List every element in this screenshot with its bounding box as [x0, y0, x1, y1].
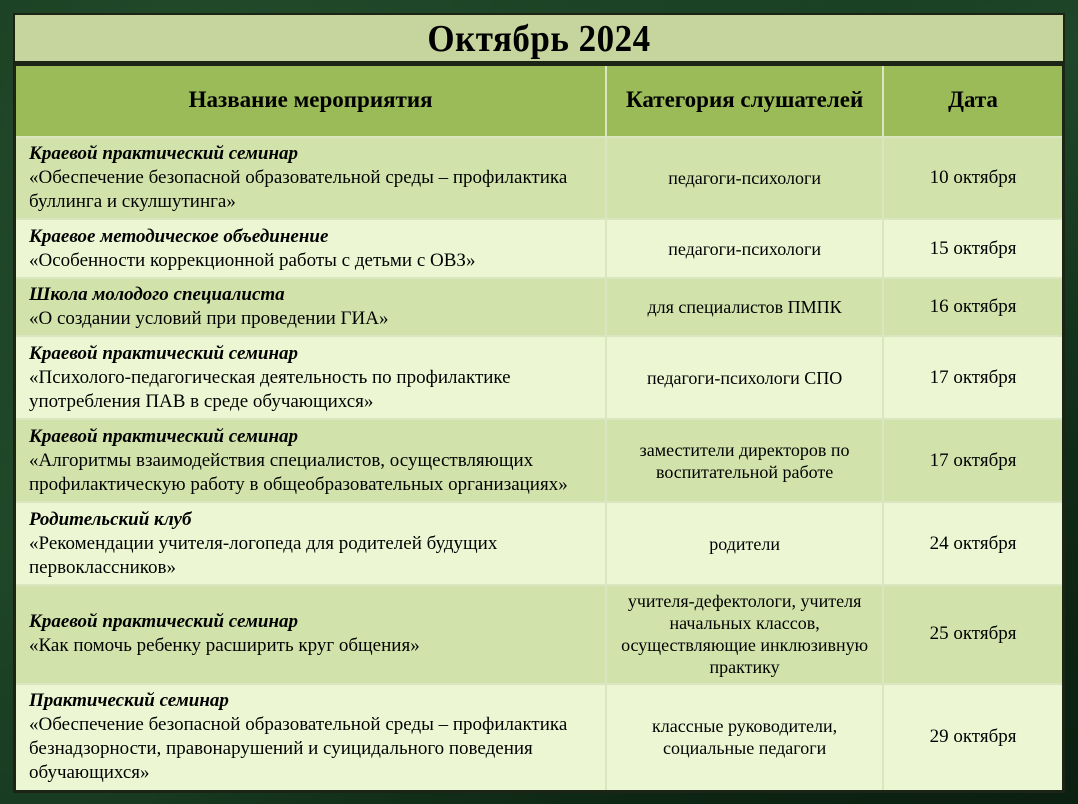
event-category: педагоги-психологи: [606, 137, 883, 220]
event-date: 15 октября: [883, 219, 1063, 278]
event-date: 17 октября: [883, 336, 1063, 419]
table-row: [15, 336, 1064, 419]
header-row: [15, 65, 1064, 137]
events-table: [13, 63, 1065, 793]
event-name-cell: [15, 419, 607, 502]
event-name-cell: [15, 684, 607, 792]
event-name: «Особенности коррекционной работы с детьми с ОВЗ»: [29, 249, 476, 271]
event-date: 10 октября: [883, 137, 1063, 220]
events-table-wrap: [13, 63, 1065, 793]
event-name-cell: [15, 278, 607, 337]
event-type: Краевое методическое объединение: [29, 225, 329, 247]
event-category: заместители директоров по воспитательной работе: [606, 419, 883, 502]
event-name: «Рекомендации учителя-логопеда для родителей будущих первоклассников»: [29, 532, 498, 578]
event-category: учителя-дефектологи, учителя начальных классов, осуществляющие инклюзивную практику: [606, 585, 883, 684]
event-name: «Алгоритмы взаимодействия специалистов, осуществляющих профилактическую работу в общеобразовательных организациях»: [29, 449, 568, 495]
event-type: Краевой практический семинар: [29, 611, 299, 633]
column-header-date: Дата: [883, 65, 1063, 137]
event-name: «Психолого-педагогическая деятельность по профилактике употребления ПАВ в среде обучающихся»: [29, 366, 511, 412]
column-header-event-name: Название мероприятия: [15, 65, 607, 137]
event-date: 25 октября: [883, 585, 1063, 684]
event-name: «Обеспечение безопасной образовательной среды – профилактика безнадзорности, правонарушений и суицидального поведения обучающихся»: [29, 714, 568, 784]
events-tbody: [15, 137, 1064, 792]
event-name-cell: [15, 219, 607, 278]
event-name: «Как помочь ребенку расширить круг общения»: [29, 635, 420, 657]
event-type: Краевой практический семинар: [29, 342, 299, 364]
page-title: Октябрь 2024: [427, 16, 651, 60]
table-row: [15, 137, 1064, 220]
table-row: [15, 278, 1064, 337]
event-name-cell: [15, 502, 607, 585]
event-category: классные руководители, социальные педагоги: [606, 684, 883, 792]
event-category: педагоги-психологи СПО: [606, 336, 883, 419]
event-date: 24 октября: [883, 502, 1063, 585]
table-row: [15, 502, 1064, 585]
event-type: Краевой практический семинар: [29, 425, 299, 447]
event-name-cell: [15, 137, 607, 220]
event-category: педагоги-психологи: [606, 219, 883, 278]
table-row: [15, 684, 1064, 792]
event-name: «О создании условий при проведении ГИА»: [29, 308, 389, 330]
column-header-category: Категория слушателей: [606, 65, 883, 137]
event-category: для специалистов ПМПК: [606, 278, 883, 337]
table-row: [15, 219, 1064, 278]
event-date: 16 октября: [883, 278, 1063, 337]
event-category: родители: [606, 502, 883, 585]
event-type: Родительский клуб: [29, 508, 192, 530]
table-row: [15, 585, 1064, 684]
event-date: 29 октября: [883, 684, 1063, 792]
event-name-cell: [15, 585, 607, 684]
event-name: «Обеспечение безопасной образовательной среды – профилактика буллинга и скулшутинга»: [29, 166, 568, 212]
event-name-cell: [15, 336, 607, 419]
title-band: [13, 13, 1065, 63]
table-row: [15, 419, 1064, 502]
event-date: 17 октября: [883, 419, 1063, 502]
event-type: Практический семинар: [29, 690, 229, 712]
event-type: Краевой практический семинар: [29, 142, 299, 164]
event-type: Школа молодого специалиста: [29, 284, 285, 306]
